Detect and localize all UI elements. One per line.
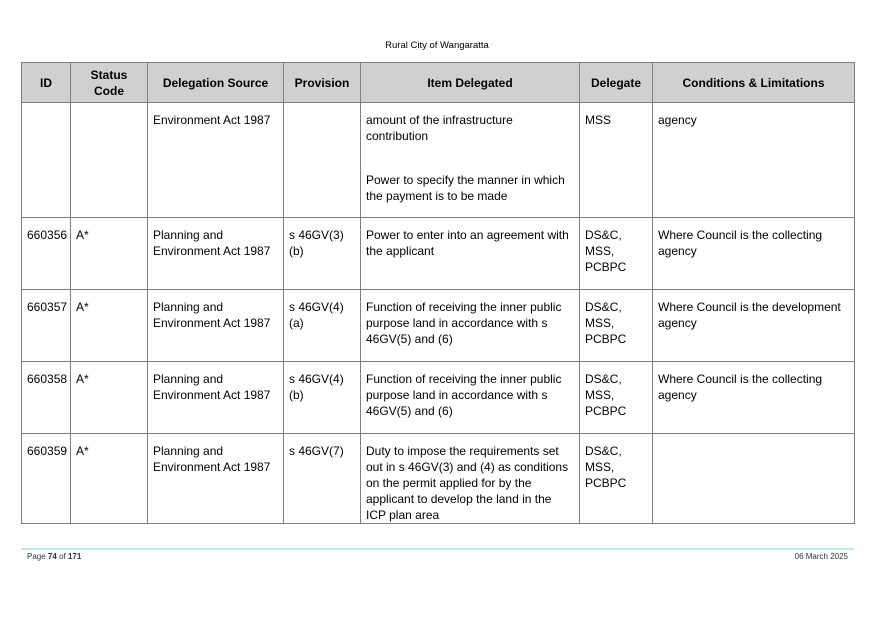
column-header-delegate: Delegate — [580, 63, 653, 103]
cell-provision: s 46GV(4)(b) — [284, 362, 361, 434]
table-row — [22, 362, 855, 434]
cell-conditions: Where Council is the collecting agency — [653, 362, 855, 434]
cell-status: A* — [71, 290, 148, 362]
cell-delegate: DS&C, MSS, PCBPC — [580, 290, 653, 362]
footer-divider — [21, 548, 854, 550]
cell-source: Environment Act 1987 — [148, 103, 284, 218]
delegation-table — [21, 62, 855, 524]
page-of: of — [59, 552, 66, 561]
column-header-delegation-source: Delegation Source — [148, 63, 284, 103]
table-header-row — [22, 63, 855, 103]
cell-source: Planning and Environment Act 1987 — [148, 290, 284, 362]
page-prefix: Page — [27, 552, 46, 561]
cell-item-delegated: Function of receiving the inner public purpose land in accordance with s 46GV(5) and (6) — [361, 362, 580, 434]
cell-conditions: Where Council is the development agency — [653, 290, 855, 362]
column-header-conditions: Conditions & Limitations — [653, 63, 855, 103]
page-total: 171 — [67, 552, 82, 561]
item-paragraph: amount of the infrastructure contribution — [366, 113, 513, 143]
table-row — [22, 218, 855, 290]
column-header-provision: Provision — [284, 63, 361, 103]
cell-id: 660359 — [22, 434, 71, 524]
cell-conditions — [653, 434, 855, 524]
cell-item-delegated — [361, 103, 580, 218]
cell-provision — [284, 103, 361, 218]
cell-id: 660356 — [22, 218, 71, 290]
cell-status: A* — [71, 362, 148, 434]
footer-date: 06 March 2025 — [794, 552, 848, 561]
column-header-status-code: Status Code — [71, 63, 148, 103]
cell-id: 660358 — [22, 362, 71, 434]
cell-status: A* — [71, 434, 148, 524]
cell-source: Planning and Environment Act 1987 — [148, 434, 284, 524]
cell-delegate: MSS — [580, 103, 653, 218]
column-header-item-delegated: Item Delegated — [361, 63, 580, 103]
page-current: 74 — [47, 552, 57, 561]
cell-id — [22, 103, 71, 218]
table-row — [22, 434, 855, 524]
cell-provision: s 46GV(3)(b) — [284, 218, 361, 290]
table-row — [22, 103, 855, 218]
cell-provision: s 46GV(7) — [284, 434, 361, 524]
column-header-id: ID — [22, 63, 71, 103]
cell-status: A* — [71, 218, 148, 290]
cell-id: 660357 — [22, 290, 71, 362]
cell-conditions: Where Council is the collecting agency — [653, 218, 855, 290]
table-row — [22, 290, 855, 362]
cell-item-delegated: Duty to impose the requirements set out in s 46GV(3) and (4) as conditions on the permit applied for by the applicant to develop the land in the ICP plan area — [361, 434, 580, 524]
document-header-title: Rural City of Wangaratta — [385, 40, 489, 51]
cell-provision: s 46GV(4)(a) — [284, 290, 361, 362]
cell-conditions: agency — [653, 103, 855, 218]
cell-item-delegated: Function of receiving the inner public purpose land in accordance with s 46GV(5) and (6) — [361, 290, 580, 362]
cell-item-delegated: Power to enter into an agreement with the applicant — [361, 218, 580, 290]
cell-delegate: DS&C, MSS, PCBPC — [580, 434, 653, 524]
cell-status — [71, 103, 148, 218]
page-number — [27, 552, 81, 561]
cell-source: Planning and Environment Act 1987 — [148, 362, 284, 434]
cell-source: Planning and Environment Act 1987 — [148, 218, 284, 290]
cell-delegate: DS&C, MSS, PCBPC — [580, 218, 653, 290]
item-paragraph: Power to specify the manner in which the payment is to be made — [366, 173, 565, 203]
cell-delegate: DS&C, MSS, PCBPC — [580, 362, 653, 434]
